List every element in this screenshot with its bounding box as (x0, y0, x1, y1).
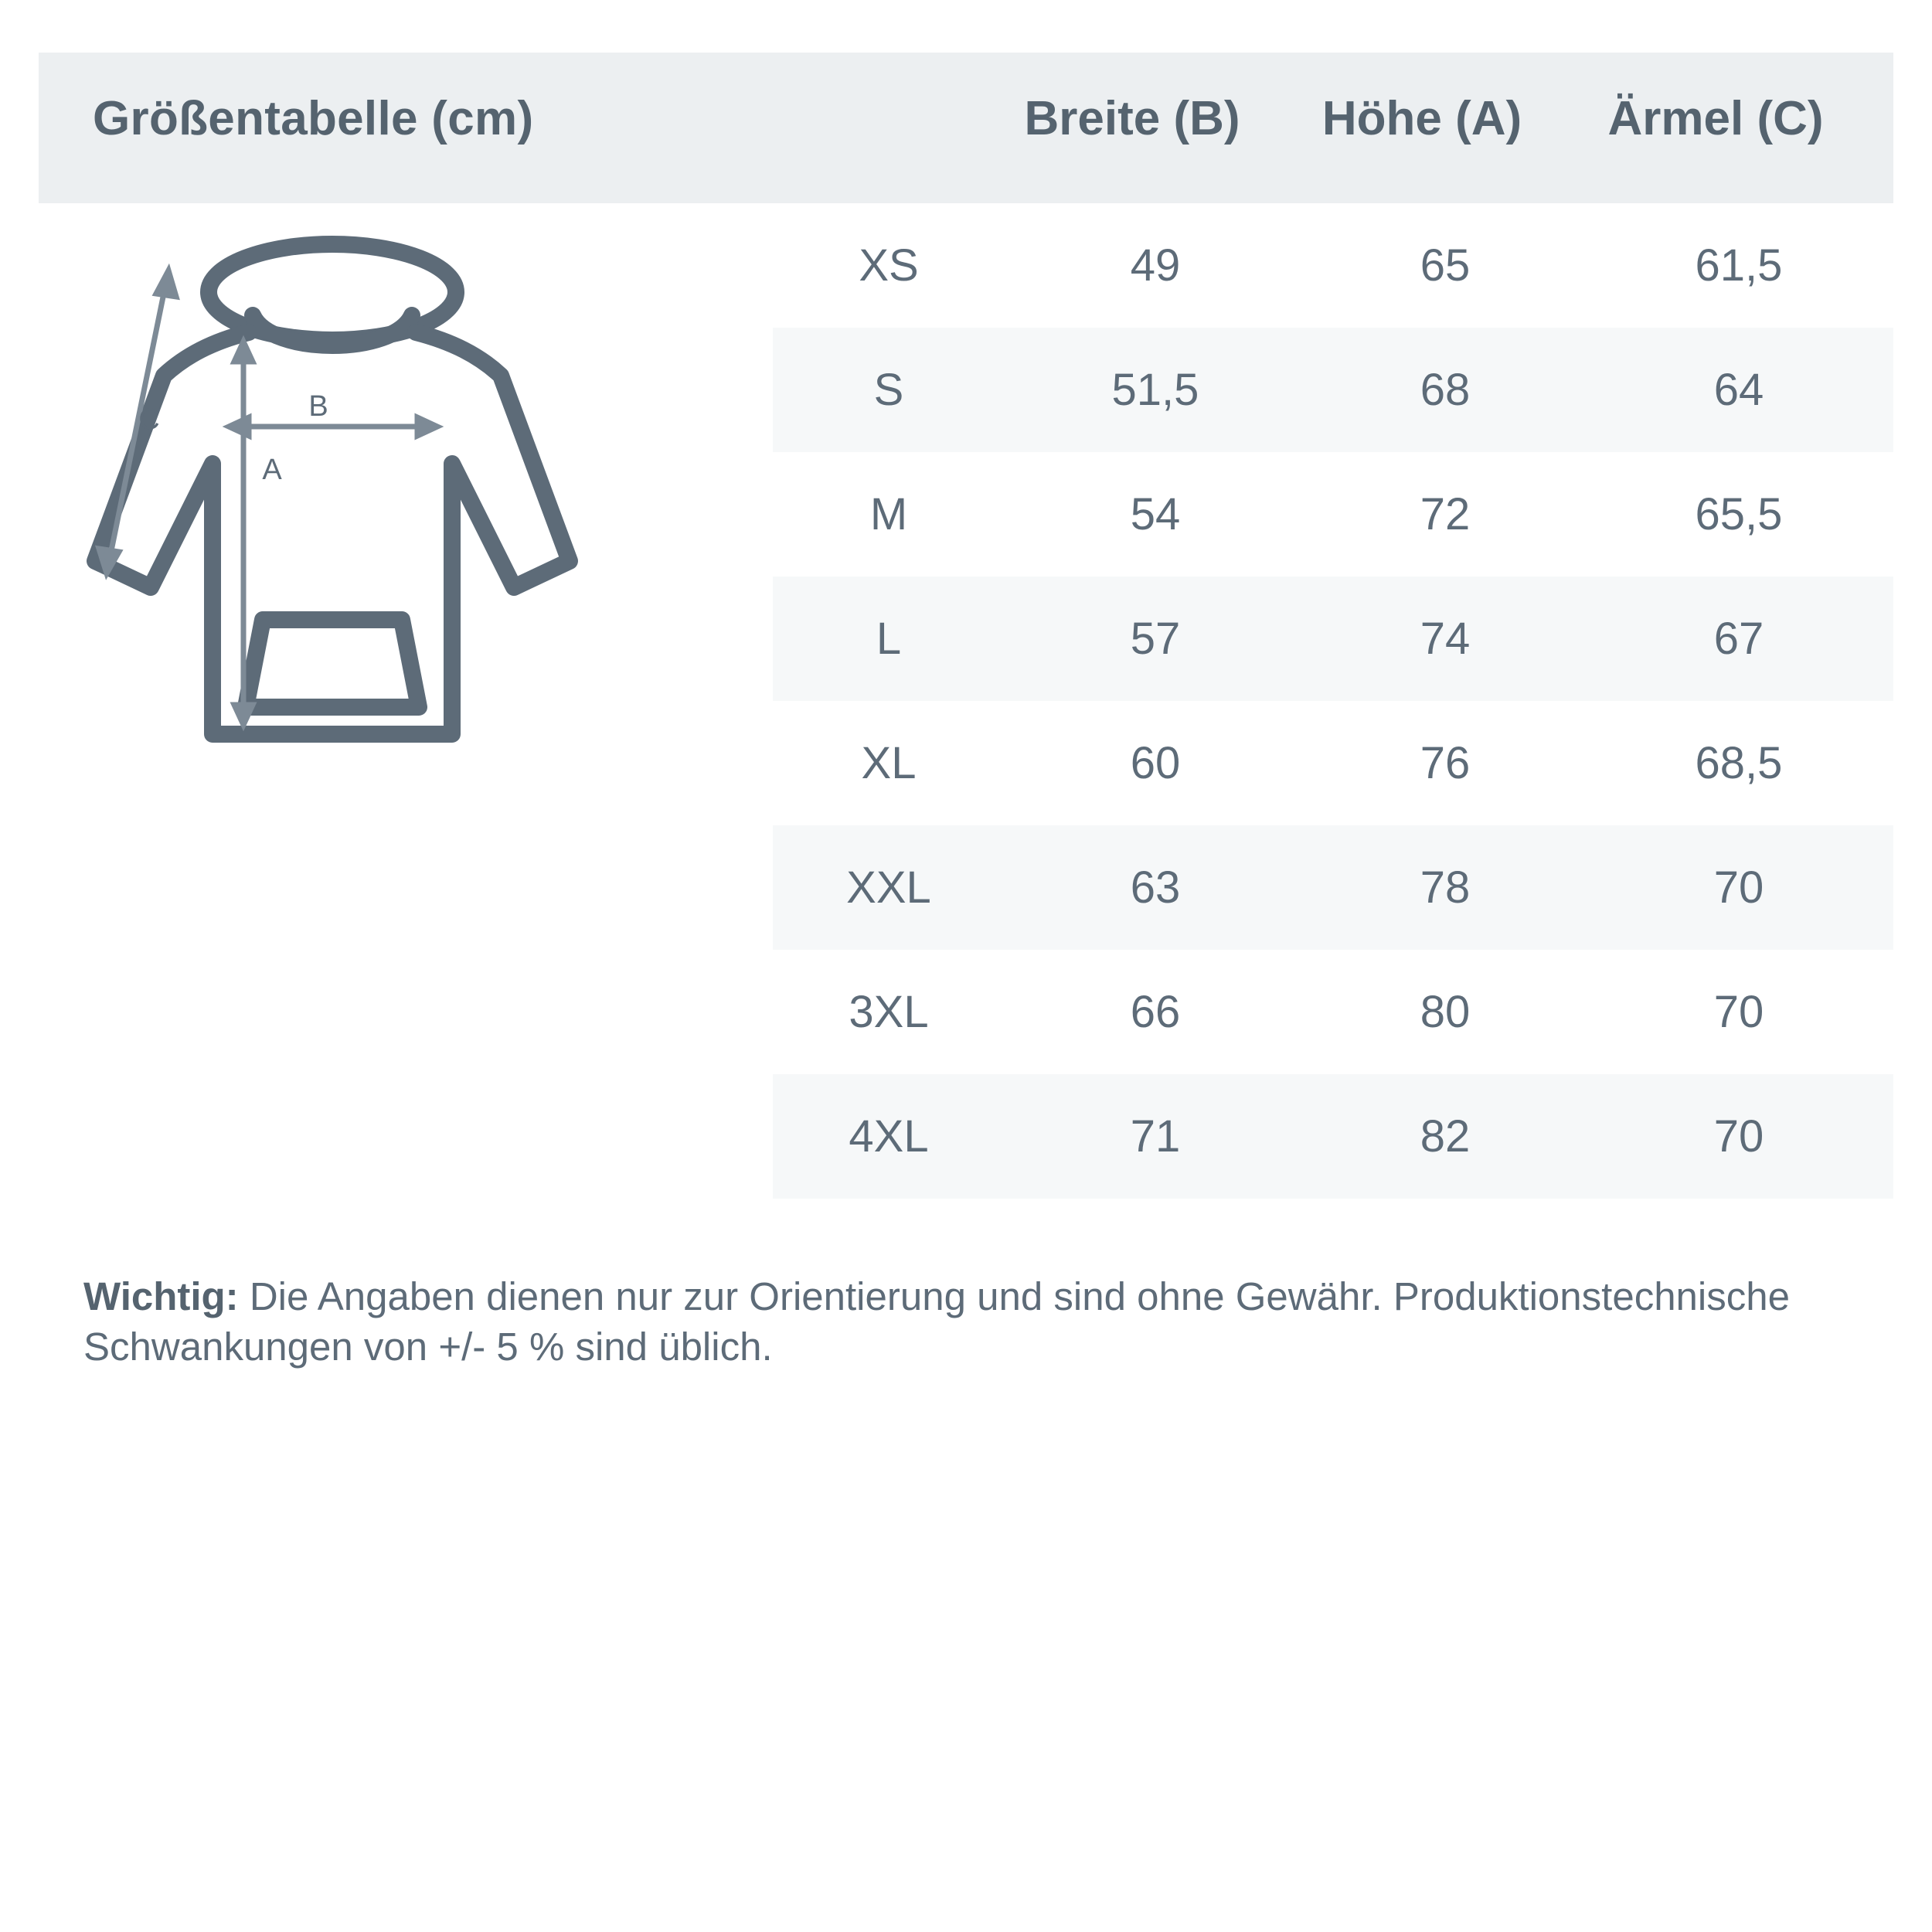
cell-size: XL (861, 738, 917, 788)
cell-width: 57 (1130, 614, 1181, 664)
column-headers (981, 91, 1893, 161)
table-row (773, 1074, 1893, 1199)
cell-width: 51,5 (1111, 365, 1199, 415)
size-table (773, 203, 1893, 1199)
cell-sleeve: 70 (1713, 987, 1764, 1037)
cell-width: 63 (1130, 862, 1181, 913)
cell-height: 65 (1420, 240, 1471, 291)
hoodie-measurement-diagram (70, 224, 765, 827)
hood-inner-icon (253, 315, 412, 345)
table-row (773, 701, 1893, 825)
height-arrow-top (234, 342, 253, 362)
cell-size: XS (859, 240, 919, 291)
cell-sleeve: 70 (1713, 1111, 1764, 1162)
cell-sleeve: 65,5 (1695, 489, 1783, 539)
cell-sleeve: 64 (1713, 365, 1764, 415)
cell-height: 82 (1420, 1111, 1471, 1162)
cell-height: 74 (1420, 614, 1471, 664)
cell-height: 80 (1420, 987, 1471, 1037)
cell-height: 78 (1420, 862, 1471, 913)
page-title: Größentabelle (cm) (93, 92, 534, 145)
cell-width: 66 (1130, 987, 1181, 1037)
column-header-height: Höhe (A) (1321, 92, 1522, 145)
disclaimer-note (83, 1271, 1861, 1372)
table-row (773, 825, 1893, 950)
hoodie-diagram-svg (70, 224, 765, 827)
table-row (773, 950, 1893, 1074)
cell-width: 71 (1130, 1111, 1181, 1162)
cell-width: 60 (1130, 738, 1181, 788)
column-header-width: Breite (B) (1024, 92, 1240, 145)
cell-sleeve: 61,5 (1695, 240, 1783, 291)
cell-width: 49 (1130, 240, 1181, 291)
label-height: A (262, 454, 282, 486)
hoodie-body-outline (95, 332, 570, 734)
table-row (773, 328, 1893, 452)
table-header-band (39, 53, 1893, 203)
cell-size: L (876, 614, 902, 664)
label-width: B (308, 390, 328, 423)
column-header-sleeve: Ärmel (C) (1607, 92, 1824, 145)
cell-size: XXL (846, 862, 931, 913)
cell-size: M (869, 489, 908, 539)
cell-size: 3XL (849, 987, 929, 1037)
cell-height: 76 (1420, 738, 1471, 788)
table-row (773, 452, 1893, 577)
cell-width: 54 (1130, 489, 1181, 539)
cell-height: 68 (1420, 365, 1471, 415)
table-row (773, 577, 1893, 701)
cell-sleeve: 68,5 (1695, 738, 1783, 788)
cell-sleeve: 67 (1713, 614, 1764, 664)
label-sleeve: C (138, 403, 160, 436)
cell-size: S (873, 365, 904, 415)
pocket-outline (246, 620, 419, 707)
disclaimer-text: Die Angaben dienen nur zur Orientierung und sind ohne Gewähr. Produktionstechnische Schwankungen von +/- 5 % sind üblich. (83, 1274, 1790, 1369)
cell-height: 72 (1420, 489, 1471, 539)
sleeve-arrow-top (156, 270, 176, 297)
cell-size: 4XL (849, 1111, 929, 1162)
cell-sleeve: 70 (1713, 862, 1764, 913)
table-row (773, 203, 1893, 328)
height-arrow-bottom (234, 705, 253, 725)
disclaimer-label: Wichtig: (83, 1274, 239, 1318)
width-arrow-right (417, 417, 437, 436)
